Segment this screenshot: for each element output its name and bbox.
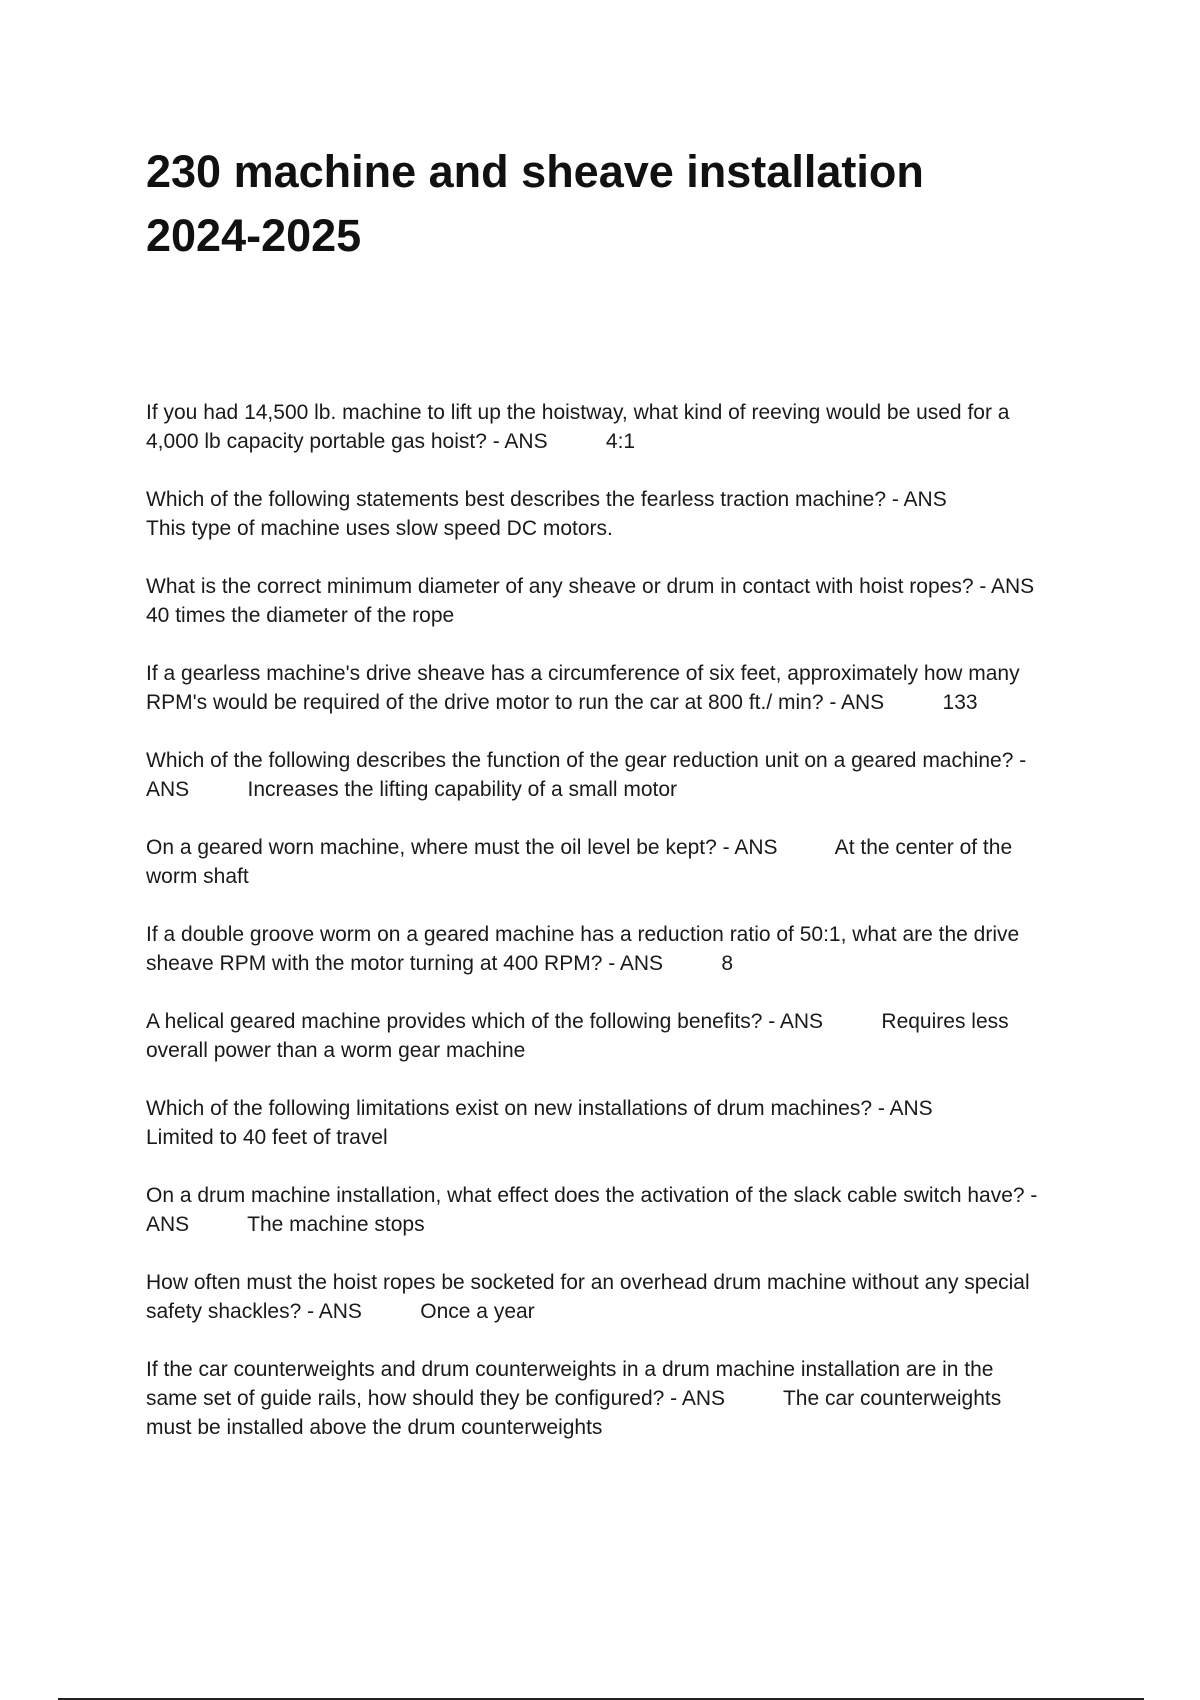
qa-item: How often must the hoist ropes be socketed for an overhead drum machine without any special safety shackles? - ANS Once a year [146,1271,1030,1323]
question-answer-list [146,398,1096,1471]
qa-item: Which of the following describes the function of the gear reduction unit on a geared machine? - ANS Increases the lifting capability of a small motor [146,749,1027,801]
title-line-1: 230 machine and sheave installation [146,146,924,197]
qa-item: On a drum machine installation, what effect does the activation of the slack cable switch have? - ANS The machine stops [146,1184,1038,1236]
qa-item: Which of the following limitations exist on new installations of drum machines? - ANS Limited to 40 feet of travel [146,1097,933,1149]
qa-item: If the car counterweights and drum counterweights in a drum machine installation are in the same set of guide rails, how should they be configured? - ANS The car counterweights must be installed above the drum counterweights [146,1358,1002,1439]
qa-item: If a double groove worm on a geared machine has a reduction ratio of 50:1, what are the drive sheave RPM with the motor turning at 400 RPM? - ANS 8 [146,923,1020,975]
document-title [146,140,1106,268]
qa-item: What is the correct minimum diameter of any sheave or drum in contact with hoist ropes? - ANS 40 times the diameter of the rope [146,575,1035,627]
qa-item: If you had 14,500 lb. machine to lift up the hoistway, what kind of reeving would be used for a 4,000 lb capacity portable gas hoist? - ANS 4:1 [146,401,1010,453]
qa-item: On a geared worn machine, where must the oil level be kept? - ANS At the center of the worm shaft [146,836,1013,888]
qa-item: A helical geared machine provides which of the following benefits? - ANS Requires less overall power than a worm gear machine [146,1010,1009,1062]
qa-item: If a gearless machine's drive sheave has a circumference of six feet, approximately how many RPM's would be required of the drive motor to run the car at 800 ft./ min? - ANS 133 [146,662,1020,714]
qa-item: Which of the following statements best describes the fearless traction machine? - ANS This type of machine uses slow speed DC motors. [146,488,947,540]
title-line-2: 2024-2025 [146,210,362,261]
